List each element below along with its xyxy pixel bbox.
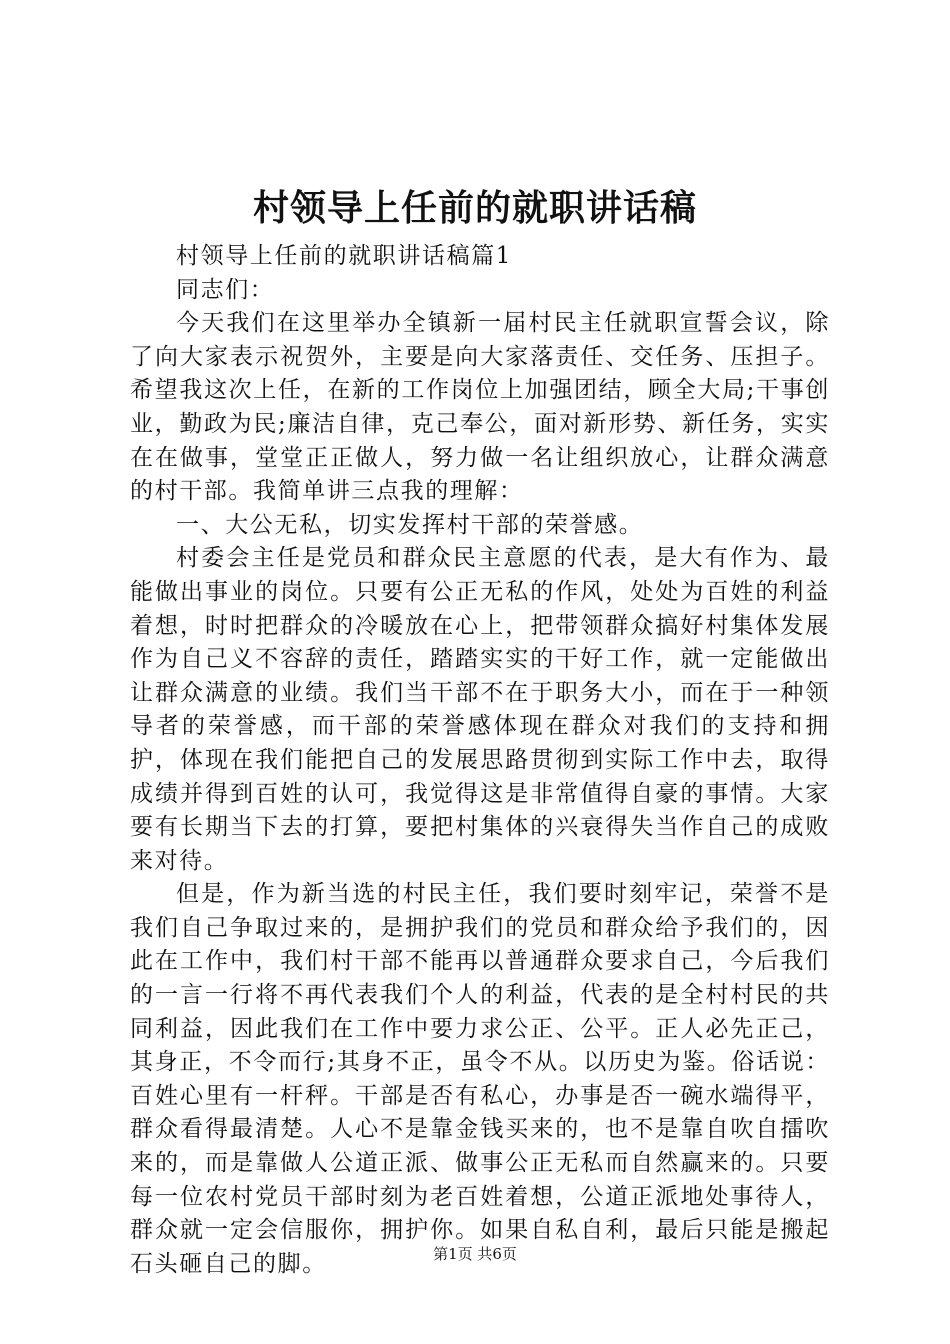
paragraph: 村委会主任是党员和群众民主意愿的代表，是大有作为、最能做出事业的岗位。只要有公正无私的作风，处处为百姓的利益着想，时时把群众的冷暖放在心上，把带领群众搞好村集体发展作为自己义不容辞的责任，踏踏实实的干好工作，就一定能做出让群众满意的业绩。我们当干部不在于职务大小，而在于一种领导者的荣誉感，而干部的荣誉感体现在群众对我们的支持和拥护，体现在我们能把自己的发展思路贯彻到实际工作中去，取得成绩并得到百姓的认可，我觉得这是非常值得自豪的事情。大家要有长期当下去的打算，要把村集体的兴衰得失当作自己的成败来对待。 <box>130 545 830 874</box>
section-heading: 村领导上任前的就职讲话稿篇1 <box>176 243 513 269</box>
paragraph: 今天我们在这里举办全镇新一届村民主任就职宣誓会议，除了向大家表示祝贺外，主要是向大家落责任、交任务、压担子。希望我这次上任，在新的工作岗位上加强团结，顾全大局;干事创业，勤政为民;廉洁自律，克己奉公，面对新形势、新任务，实实在在做事，堂堂正正做人，努力做一名让组织放心，让群众满意的村干部。我简单讲三点我的理解： <box>130 310 830 505</box>
page-number-footer: 第1页 共6页 <box>433 1245 517 1263</box>
document-body <box>130 240 830 1281</box>
point-heading: 一、大公无私，切实发挥村干部的荣誉感。 <box>176 511 644 538</box>
salutation: 同志们： <box>176 276 275 303</box>
paragraph: 但是，作为新当选的村民主任，我们要时刻牢记，荣誉不是我们自己争取过来的，是拥护我们的党员和群众给予我们的，因此在工作中，我们村干部不能再以普通群众要求自己，今后我们的一言一行将不再代表我们个人的利益，代表的是全村村民的共同利益，因此我们在工作中要力求公正、公平。正人必先正己，其身正，不令而行;其身不正，虽令不从。以历史为鉴。俗话说：百姓心里有一杆秤。干部是否有私心，办事是否一碗水端得平，群众看得最清楚。人心不是靠金钱买来的，也不是靠自吹自擂吹来的，而是靠做人公道正派、做事公正无私而自然赢来的。只要每一位农村党员干部时刻为老百姓着想，公道正派地处事待人，群众就一定会信服你，拥护你。如果自私自利，最后只能是搬起石头砸自己的脚。 <box>130 881 830 1277</box>
document-title: 村领导上任前的就职讲话稿 <box>252 187 697 229</box>
